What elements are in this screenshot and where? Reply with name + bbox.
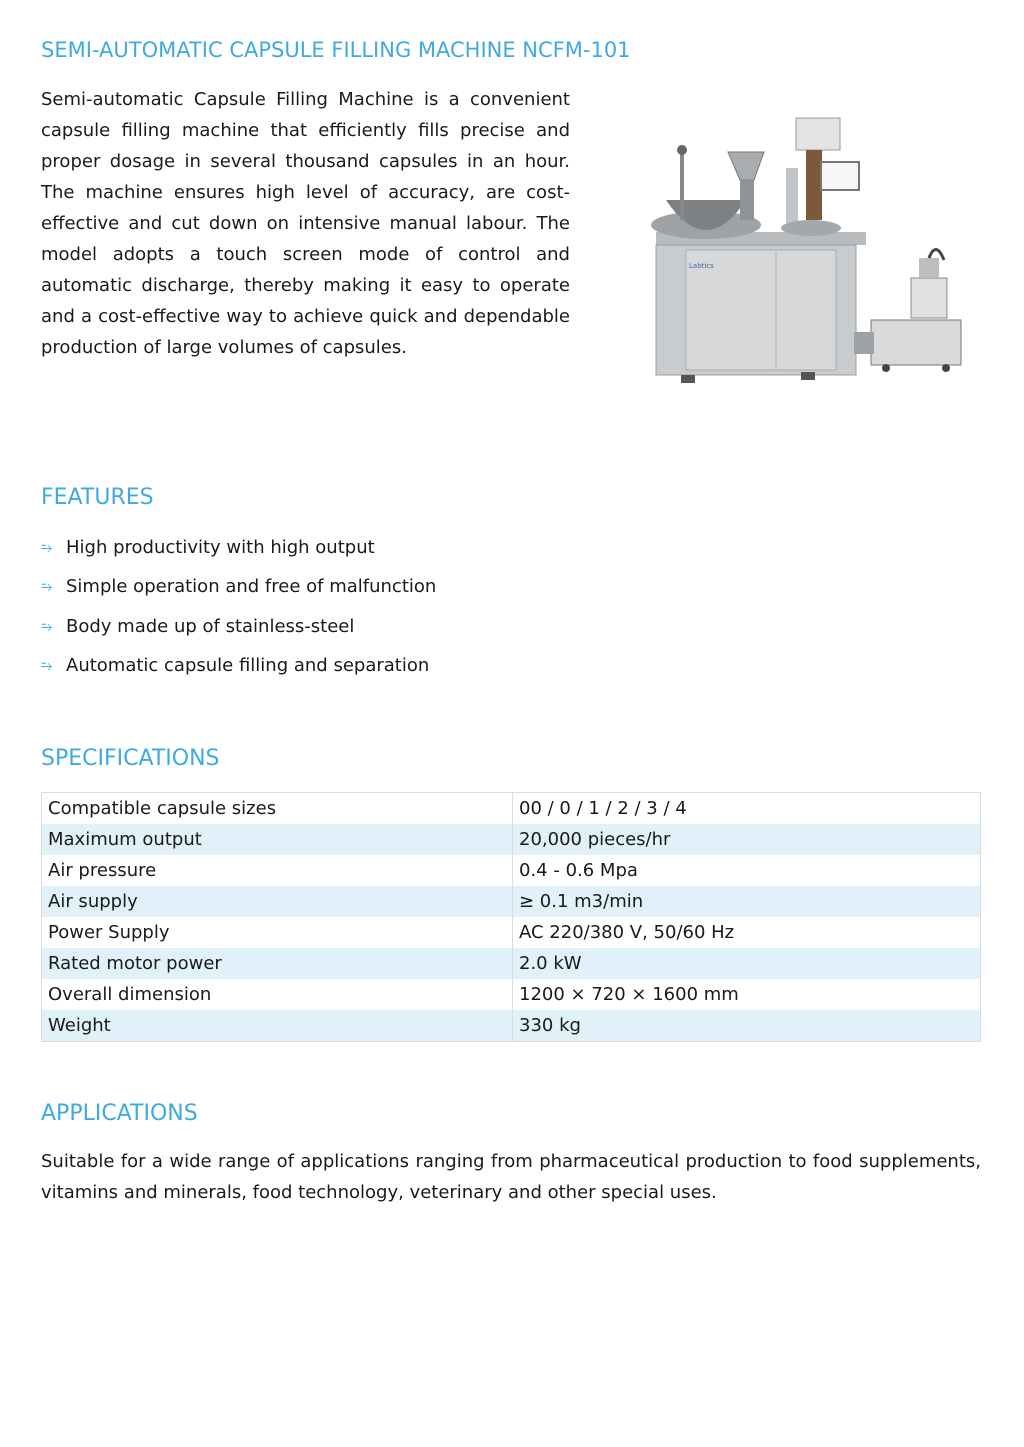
- list-item: ⥲ Body made up of stainless-steel: [41, 607, 436, 647]
- machine-logo: Labtics: [689, 262, 714, 270]
- table-row: Overall dimension 1200 × 720 × 1600 mm: [42, 979, 981, 1010]
- table-row: Air supply ≥ 0.1 m3/min: [42, 886, 981, 917]
- table-row: Compatible capsule sizes 00 / 0 / 1 / 2 / 3 / 4: [42, 793, 981, 825]
- list-item: ⥲ Automatic capsule filling and separation: [41, 647, 436, 687]
- specifications-heading: SPECIFICATIONS: [41, 746, 220, 771]
- table-row: Weight 330 kg: [42, 1010, 981, 1042]
- table-row: Power Supply AC 220/380 V, 50/60 Hz: [42, 917, 981, 948]
- double-arrow-icon: ⥲: [41, 658, 53, 675]
- features-list: [41, 528, 436, 686]
- specifications-table: [41, 792, 981, 1042]
- list-item: ⥲ Simple operation and free of malfunction: [41, 568, 436, 608]
- table-row: Air pressure 0.4 - 0.6 Mpa: [42, 855, 981, 886]
- applications-paragraph: Suitable for a wide range of applications ranging from pharmaceutical production to food supplements, vitamins and minerals, food technology, veterinary and other special uses.: [41, 1151, 981, 1203]
- table-row: Maximum output 20,000 pieces/hr: [42, 824, 981, 855]
- double-arrow-icon: ⥲: [41, 539, 53, 556]
- intro-paragraph: Semi-automatic Capsule Filling Machine is a convenient capsule filling machine that efficiently fills precise and proper dosage in several thousand capsules in an hour. The machine ensures high level of accuracy, are cost-effective and cut down on intensive manual labour. The model adopts a touch screen mode of control and automatic discharge, thereby making it easy to operate and a cost-effective way to achieve quick and dependable production of large volumes of capsules.: [41, 89, 570, 358]
- double-arrow-icon: ⥲: [41, 618, 53, 635]
- page-title: SEMI-AUTOMATIC CAPSULE FILLING MACHINE NCFM-101: [41, 38, 631, 62]
- applications-heading: APPLICATIONS: [41, 1101, 198, 1126]
- table-row: Rated motor power 2.0 kW: [42, 948, 981, 979]
- features-heading: FEATURES: [41, 485, 154, 510]
- machine-image: [636, 110, 966, 395]
- double-arrow-icon: ⥲: [41, 579, 53, 596]
- list-item: ⥲ High productivity with high output: [41, 528, 436, 568]
